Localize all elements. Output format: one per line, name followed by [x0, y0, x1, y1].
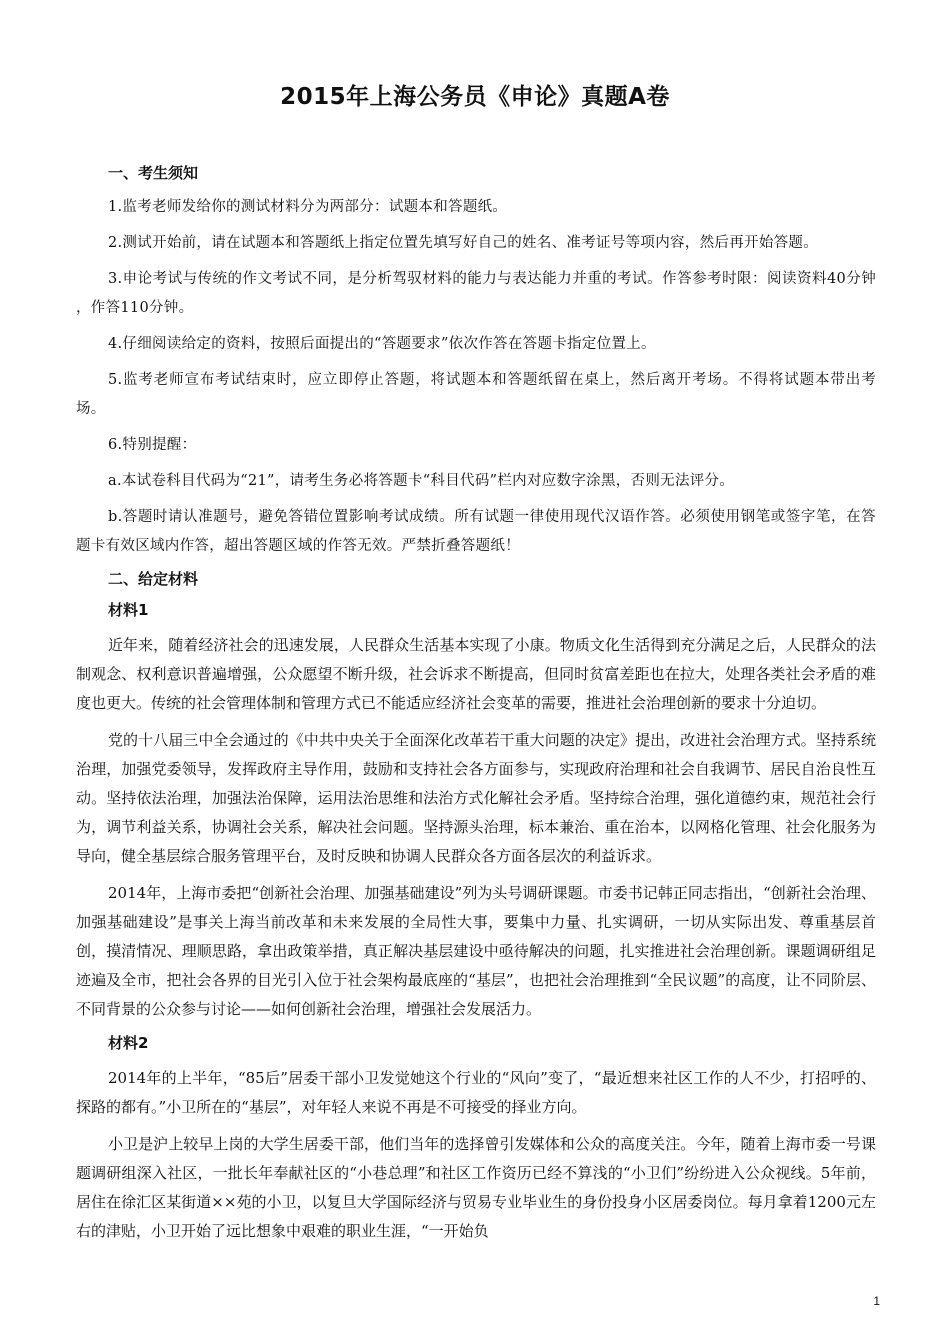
notice-item: a.本试卷科目代码为“21”，请考生务必将答题卡“科目代码”栏内对应数字涂黑，否则无法评分。 [108, 473, 735, 489]
material-paragraph: 近年来，随着经济社会的迅速发展，人民群众生活基本实现了小康。物质文化生活得到充分满足之后，人民群众的法制观念、权利意识普遍增强，公众愿望不断升级，社会诉求不断提高，但同时贫富差距也在拉大，处理各类社会矛盾的难度也更大。传统的社会管理体制和管理方式已不能适应经济社会变革的需要，推进社会治理创新的要求十分迫切。 [76, 636, 876, 712]
section-heading-materials: 二、给定材料 [108, 570, 199, 588]
document-body [76, 162, 876, 1254]
notice-item: 3.申论考试与传统的作文考试不同，是分析驾驭材料的能力与表达能力并重的考试。作答参考时限：阅读资料40分钟 ，作答110分钟。 [76, 271, 876, 316]
notice-item: 1.监考老师发给你的测试材料分为两部分：试题本和答题纸。 [108, 199, 508, 215]
page-number: 1 [873, 1294, 880, 1308]
notice-item: 5.监考老师宣布考试结束时，应立即停止答题，将试题本和答题纸留在桌上，然后离开考场。不得将试题本带出考场。 [76, 372, 876, 417]
material-heading: 材料2 [108, 1034, 149, 1052]
document-title: 2015年上海公务员《申论》真题A卷 [280, 84, 670, 110]
material-heading: 材料1 [108, 601, 149, 619]
material-paragraph: 小卫是沪上较早上岗的大学生居委干部，他们当年的选择曾引发媒体和公众的高度关注。今年，随着上海市委一号课题调研组深入社区，一批长年奉献社区的“小巷总理”和社区工作资历已经不算浅的“小卫们”纷纷进入公众视线。5年前，居住在徐汇区某街道××苑的小卫，以复旦大学国际经济与贸易专业毕业生的身份投身小区居委岗位。每月拿着1200元左右的津贴，小卫开始了远比想象中艰难的职业生涯，“一开始负 [76, 1135, 876, 1240]
notice-item: b.答题时请认准题号，避免答错位置影响考试成绩。所有试题一律使用现代汉语作答。必须使用钢笔或签字笔，在答题卡有效区域内作答，超出答题区域的作答无效。严禁折叠答题纸！ [76, 509, 876, 554]
material-paragraph: 2014年的上半年，“85后”居委干部小卫发觉她这个行业的“风向”变了，“最近想来社区工作的人不少，打招呼的、探路的都有。”小卫所在的“基层”，对年轻人来说不再是不可接受的择业方向。 [76, 1069, 876, 1116]
material-paragraph: 2014年，上海市委把“创新社会治理、加强基础建设”列为头号调研课题。市委书记韩正同志指出，“创新社会治理、加强基础建设”是事关上海当前改革和未来发展的全局性大事，要集中力量、扎实调研，一切从实际出发、尊重基层首创，摸清情况、理顺思路，拿出政策举措，真正解决基层建设中亟待解决的问题，扎实推进社会治理创新。课题调研组足迹遍及全市，把社会各界的目光引入位于社会架构最底座的“基层”，也把社会治理推到“全民议题”的高度，让不同阶层、不同背景的公众参与讨论——如何创新社会治理，增强社会发展活力。 [76, 884, 876, 1018]
notice-item: 6.特别提醒： [108, 437, 197, 453]
notice-item: 2.测试开始前，请在试题本和答题纸上指定位置先填写好自己的姓名、准考证号等项内容，然后再开始答题。 [108, 235, 819, 251]
notice-item: 4.仔细阅读给定的资料，按照后面提出的“答题要求”依次作答在答题卡指定位置上。 [108, 336, 656, 352]
material-paragraph: 党的十八届三中全会通过的《中共中央关于全面深化改革若干重大问题的决定》提出，改进社会治理方式。坚持系统治理，加强党委领导，发挥政府主导作用，鼓励和支持社会各方面参与，实现政府治理和社会自我调节、居民自治良性互动。坚持依法治理，加强法治保障，运用法治思维和法治方式化解社会矛盾。坚持综合治理，强化道德约束，规范社会行为，调节利益关系，协调社会关系，解决社会问题。坚持源头治理，标本兼治、重在治本，以网格化管理、社会化服务为导向，健全基层综合服务管理平台，及时反映和协调人民群众各方面各层次的利益诉求。 [76, 731, 876, 865]
section-heading-notice: 一、考生须知 [108, 164, 199, 182]
